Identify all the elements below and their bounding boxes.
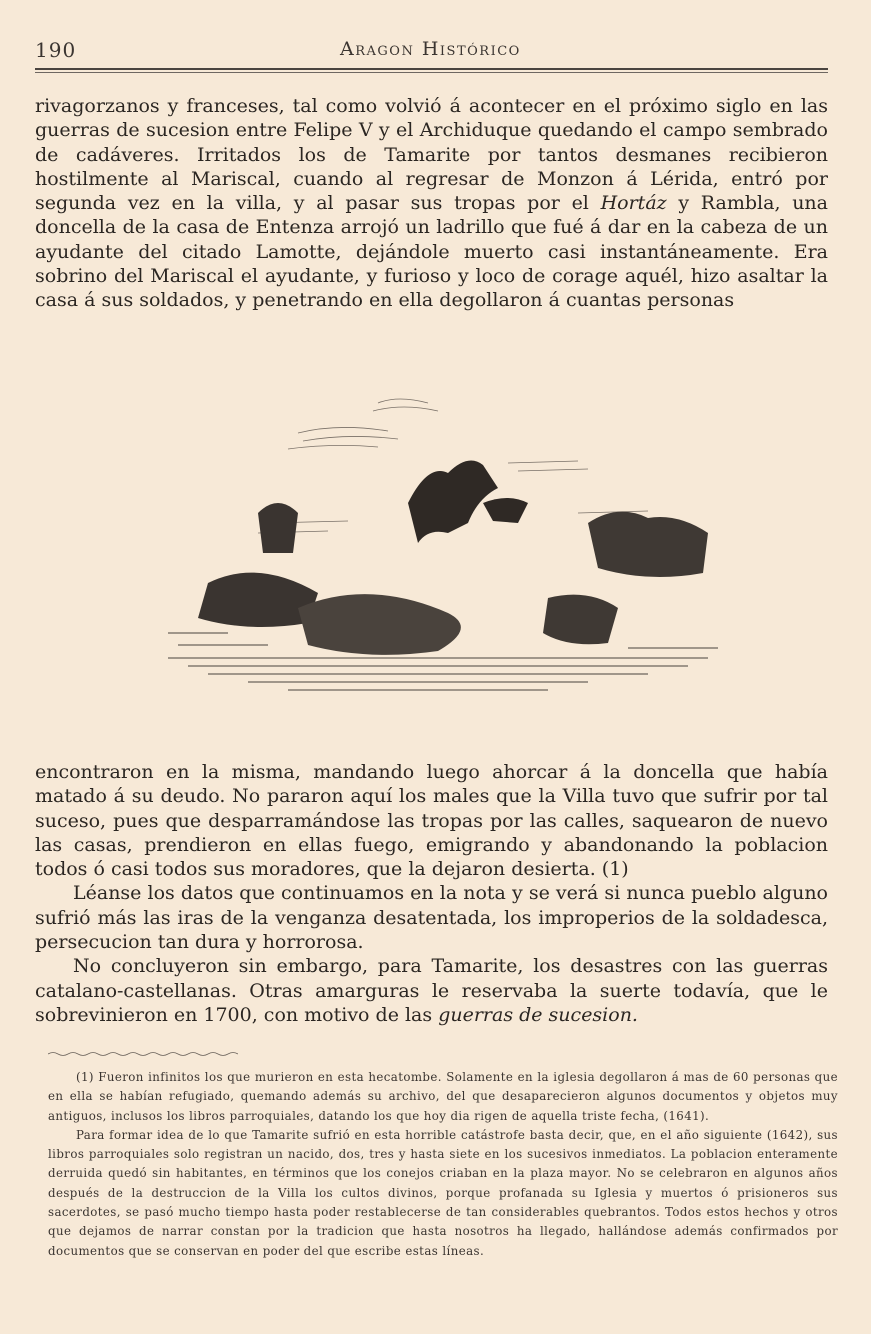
paragraph-3-text: Léanse los datos que continuamos en la nota y se verá si nunca pueblo alguno sufrió más las iras de la venganza desatentada, los improperios de la soldadesca, persecucion tan dura y horrorosa. [35,882,828,954]
paragraph-1-text: rivagorzanos y franceses, tal como volvió á acontecer en el próximo siglo en las guerras de sucesion entre Felipe V y el Archiduque quedando el campo sembrado de cadáveres. Irritados los de Tamarite por tantos desmanes recibieron hostilmente al Mariscal, cuando al regresar de Monzon á Lérida, entró por segunda vez en la villa, y al pasar sus tropas por el [35,95,828,215]
place-name-italic: Hortáz [600,192,667,215]
fallen-horse [298,594,461,655]
central-horseman [408,461,528,544]
soldiers-group-right [543,512,708,645]
paragraph-4 [35,954,828,1027]
paragraph-2 [35,760,828,1027]
header-rule-thin [35,72,828,73]
running-title: Aragon Histórico [340,38,521,60]
footnotes [48,1068,838,1261]
paragraph-4-italic: guerras de sucesion. [438,1003,638,1026]
footnote-1: (1) Fueron infinitos los que murieron en esta hecatombe. Solamente en la iglesia degollaron á mas de 60 personas que en ella se habían refugiado, quemando además su archivo, del que desaparecieron algunos documentos y objetos muy antiguos, inclusos los libros parroquiales, datando los que hoy dia rigen de aquella triste fecha, (1641). [48,1070,838,1123]
page-number: 190 [35,38,77,62]
footnote-2: Para formar idea de lo que Tamarite sufrió en esta horrible catástrofe basta decir, que, en el año siguiente (1642), sus libros parroquiales solo registran un nacido, dos, tres y hasta siete en los sucesivos inmediatos. La poblacion enteramente derruida quedó sin habitantes, en términos que los conejos criaban en la plaza mayor. No se celebraron en algunos años después de la destruccion de la Villa los cultos divinos, porque profanada su Iglesia y muertos ó prisioneros sus sacerdotes, se pasó mucho tiempo hasta poder restablecerse de tan considerables quebrantos. Todos estos hechos y otros que dejamos de narrar constan por la tradicion que hasta nosotros ha llegado, hallándose además confirmados por documentos que se conservan en poder del que escribe estas líneas. [48,1127,838,1258]
page-header [35,34,828,74]
battle-engraving-illustration [148,383,742,713]
footnote-divider [48,1050,238,1058]
paragraph-4-text: No concluyeron sin embargo, para Tamarite, los desastres con las guerras catalano-castellanas. Otras amarguras le reservaba la suerte todavía, que le sobrevinieron en 1700, con motivo de las [35,955,828,1026]
header-rule [35,68,828,70]
paragraph-2-text: encontraron en la misma, mandando luego ahorcar á la doncella que había matado á su deudo. No pararon aquí los males que la Villa tuvo que sufrir por tal suceso, pues que desparramándose las tropas por las calles, saquearon de nuevo las casas, prendieron en ellas fuego, emigrando y abandonando la poblacion todos ó casi todos sus moradores, que la dejaron desierta. (1) [35,761,828,881]
paragraph-1 [35,94,828,313]
paragraph-1-continued: y Rambla, una doncella de la casa de Entenza arrojó un ladrillo que fué á dar en la cabeza de un ayudante del citado Lamotte, dejándole muerto casi instantáneamente. Era sobrino del Mariscal el ayudante, y furioso y loco de corage aquél, hizo asaltar la casa á sus soldados, y penetrando en ella degollaron á cuantas personas [35,192,828,312]
